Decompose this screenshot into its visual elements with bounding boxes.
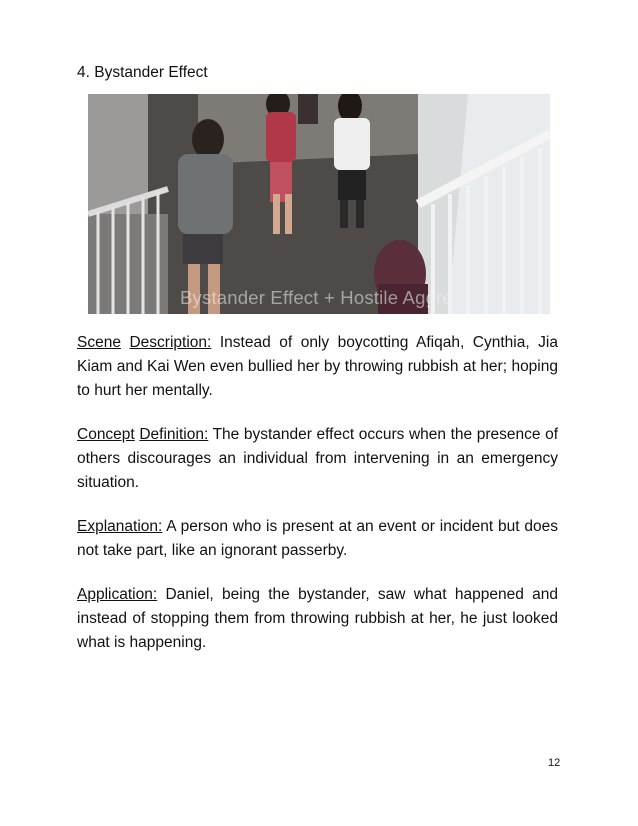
- description-label: Description:: [129, 334, 212, 351]
- concept-label: Concept: [77, 426, 135, 443]
- page-number: 12: [548, 757, 561, 769]
- scene-description-paragraph: [77, 331, 558, 403]
- explanation-label: Explanation:: [77, 518, 163, 535]
- section-heading: 4. Bystander Effect: [77, 64, 208, 81]
- concept-definition-paragraph: [77, 423, 558, 495]
- application-text: Daniel, being the bystander, saw what happened and instead of stopping them from throwing rubbish at her, he just looked what is happening.: [77, 586, 558, 651]
- photo-image: [88, 94, 550, 314]
- explanation-paragraph: [77, 515, 558, 563]
- photo-overlay-text: Bystander Effect + Hostile Aggre: [180, 287, 453, 308]
- application-paragraph: [77, 583, 558, 655]
- concept-definition-text: The bystander effect occurs when the presence of others discourages an individual from intervening in an emergency situation.: [77, 426, 558, 491]
- scene-description-text: Instead of only boycotting Afiqah, Cynthia, Jia Kiam and Kai Wen even bullied her by throwing rubbish at her; hoping to hurt her mentally.: [77, 334, 558, 399]
- scene-label: Scene: [77, 334, 121, 351]
- scene-photo: [88, 94, 550, 314]
- explanation-text: A person who is present at an event or incident but does not take part, like an ignorant passerby.: [77, 518, 558, 559]
- definition-label: Definition:: [139, 426, 209, 443]
- application-label: Application:: [77, 586, 158, 603]
